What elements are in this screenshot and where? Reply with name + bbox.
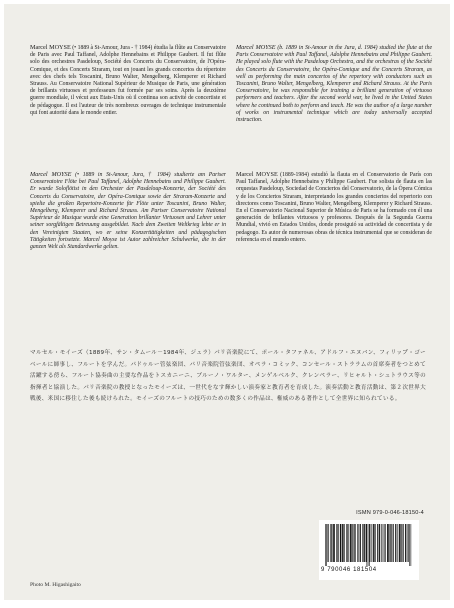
bio-german-name: Marcel MOYSE bbox=[30, 171, 72, 178]
bio-spanish-name: Marcel MOYSE bbox=[236, 171, 278, 178]
barcode-digits bbox=[321, 567, 419, 573]
barcode-digit-lead: 9 bbox=[321, 567, 325, 573]
back-cover bbox=[4, 4, 450, 600]
bio-spanish bbox=[236, 171, 432, 301]
bio-german bbox=[30, 171, 226, 301]
barcode-digits-right: 181504 bbox=[353, 567, 377, 573]
bio-english bbox=[236, 44, 432, 142]
bio-french-text: (• 1889 à St-Amour, Jura - † 1984) étudia la flûte au Conservatoire de Paris avec Paul Taffanel, Adolphe Hennebains et Philippe Gaubert. Il fut flûte solo des orchestres Pasdeloup, Société des Concerts du Conservatoire, de l'Opéra-Comique, et des Concerts Straram, tout en jouant les grands concertos du répertoire avec des chefs tels Toscanini, Bruno Walter, Mengelberg, Klemperer et Richard Strauss. Au Conservatoire National Supérieur de Musique de Paris, une génération de brillants virtuoses et professeurs fut formée par ses soins. Après la deuxième guerre mondiale, il vécut aux Etats-Unis où il continua son activité de concertiste et de pédagogue. Il est l'auteur de très nombreux ouvrages de technique instrumentale qui font autorité dans le monde entier. bbox=[30, 45, 226, 116]
bio-japanese: マルセル・モイーズ（1889年、サン・タムール－1984年、ジュラ）パリ音楽院にて、ポール・タファネル、アドルフ・エヌバン、フィリップ・ゴーベールに師事し、フルートを学んだ。パドゥルー管弦楽団、パリ音楽院管弦楽団、オペラ・コミック、コンセール・ストララムの首席奏者をつとめて活躍する傍ら、フルート協奏曲の主要な作品をトスカニーニ、ブルーノ・ワルター、メンゲルベルク、クレンペラー、リヒャルト・シュトラウス等の指揮者と協演した。パリ音楽院の教授となったモイーズは、一世代をなす輝かしい演奏家と教育者を育成した。演奏活動と教育活動は、第２次世界大戦後、米国に移住した後も続けられた。モイーズのフルートの技巧のための数多くの作品は、権威のある著作として全世界に知られている。 bbox=[30, 350, 426, 402]
bio-french bbox=[30, 44, 226, 142]
bio-english-text: (b. 1889 in St-Amour in the Jura, d. 1984) studied the flute at the Paris Conservatoire with Paul Taffanel, Adolphe Hennebains and Philippe Gaubert. He played solo flute with the Pasdeloup Orchestra, and the orchestras of the Société des Concerts du Conservatoire, the Opéra-Comique and the Concerts Straram, as well as performing the main concertos of the repertory with conductors such as Toscanini, Bruno Walter, Mengelberg, Klemperer and Richard Strauss. At the Paris Conservatoire, he was responsible for training a brilliant generation of virtuoso performers and teachers. After the second world war, he lived in the United States where he continued both to perform and teach. He was the author of a large number of works on instrumental technique which are today universally accepted instruction. bbox=[236, 45, 432, 124]
bio-spanish-text: (1889-1984) estudió la flauta en el Conservatorio de París con Paul Taffanel, Adolphe Hennebains y Philippe Gaubert. Fue solista de flauta en las orquestas Pasdeloup, Sociedad de Conciertos del Conservatorio, de la Ópera Cómica y de los Conciertos Straram, interpretando los grandes conciertos del repertorio con directores como Toscanini, Bruno Walter, Mengelberg, Klemperer y Richard Strauss. En el Conservatorio Nacional Superior de Música de Paris se ha formado con él una generación de brillantes virtuosos y profesores. Después de la Segunda Guerra Mundial, vivió en Estados Unidos, donde prosiguió su actividad de concertista y de pedagogo. Es autor de numerosas obras de técnica instrumental que se consideran de referencia en el mundo entero. bbox=[236, 172, 432, 243]
isbn-label: ISMN 979-0-046-18150-4 bbox=[356, 510, 424, 516]
bio-german-text: (• 1889 in St-Amour, Jura, † 1984) studierte am Pariser Conservatoire Flöte bei Paul Taffanel, Adolphe Hennebains und Philippe Gaubert. Er wurde Soloflötist in den Orchester der Pasdeloup-Konzerte, der Société des Concerts du Conservatoire, der Opéra-Comique sowie der Straram-Konzerte und spielte die großen Repertoire-Konzerte für Flöte unter Toscanini, Bruno Walter, Mengelberg, Klemperer und Richard Strauss. Am Pariser Conservatoire National Supérieur de Musique wurde eine Generation brillanter Virtuosen und Lehrer unter seiner sorgfältigen Betreuung ausgebildet. Nach dem Zweiten Weltkrieg lebte er in den Vereinigten Staaten, wo er seine Konzerttätigkeiten und pädagogischen Tätigkeiten fortsetzte. Marcel Moyse ist Autor zahlreicher Schulwerke, die in der ganzen Welt als Standardwerke gelten. bbox=[30, 172, 226, 251]
bio-english-name: Marcel MOYSE bbox=[236, 44, 276, 51]
bio-french-name: Marcel MOYSE bbox=[30, 44, 71, 51]
barcode bbox=[319, 520, 419, 580]
photo-credit: Photo M. Higashigaito bbox=[30, 582, 81, 588]
barcode-digits-left: 790046 bbox=[327, 567, 351, 573]
barcode-bars bbox=[325, 524, 413, 566]
